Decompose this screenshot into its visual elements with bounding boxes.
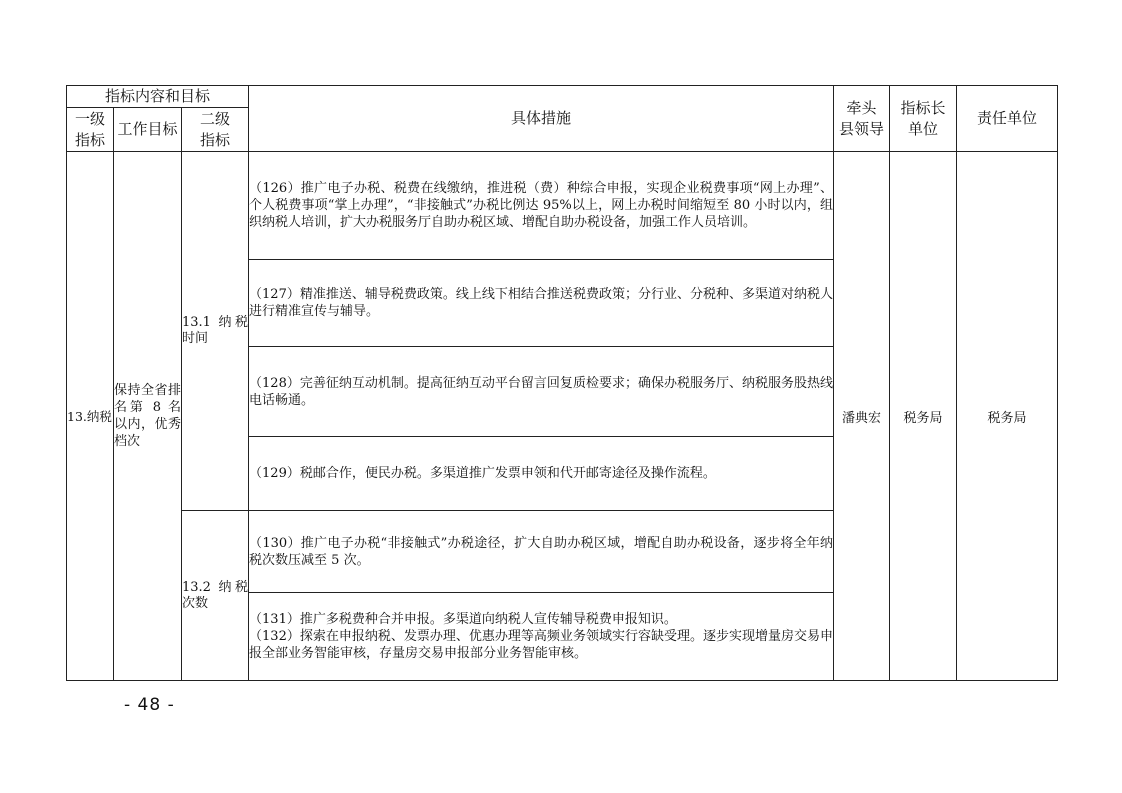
page-number: - 48 - bbox=[124, 695, 175, 715]
responsible-unit-cell: 税务局 bbox=[957, 152, 1058, 681]
header-lead-county-line2: 县领导 bbox=[839, 119, 885, 138]
measure-128-text: （128）完善征纳互动机制。提高征纳互动平台留言回复质检要求；确保办税服务厅、纳税服务股热线电话畅通。 bbox=[249, 375, 834, 408]
header-indicator-unit-line1: 指标长 bbox=[900, 98, 946, 117]
indicator-table bbox=[66, 85, 1058, 681]
header-level2 bbox=[182, 108, 249, 152]
measure-130 bbox=[249, 511, 834, 593]
lead-county-cell: 潘典宏 bbox=[834, 152, 890, 681]
measure-132-text: （132）探索在申报纳税、发票办理、优惠办理等高频业务领域实行容缺受理。逐步实现增量房交易申报全部业务智能审核，存量房交易申报部分业务智能审核。 bbox=[249, 629, 834, 661]
header-group-indicator-content: 指标内容和目标 bbox=[67, 86, 249, 108]
indicator-unit-cell: 税务局 bbox=[890, 152, 957, 681]
sub-indicator-13-1: 13.1 纳税时间 bbox=[182, 152, 249, 511]
work-goal-cell: 保持全省排名第 8 名以内，优秀档次 bbox=[114, 152, 182, 681]
measure-131-text: （131）推广多税费种合并申报。多渠道向纳税人宣传辅导税费申报知识。 bbox=[249, 612, 677, 627]
measure-129 bbox=[249, 437, 834, 511]
header-measures: 具体措施 bbox=[249, 86, 834, 152]
header-indicator-unit-line2: 单位 bbox=[908, 119, 939, 138]
header-level2-line1: 二级 bbox=[200, 109, 231, 128]
measure-128 bbox=[249, 347, 834, 437]
header-level1-line2: 指标 bbox=[74, 130, 105, 149]
header-level2-line2: 指标 bbox=[200, 130, 231, 149]
measure-130-text: （130）推广电子办税“非接触式”办税途径，扩大自助办税区域，增配自助办税设备，逐步将全年纳税次数压减至 5 次。 bbox=[249, 535, 834, 568]
measure-129-text: （129）税邮合作，便民办税。多渠道推广发票申领和代开邮寄途径及操作流程。 bbox=[249, 466, 716, 481]
measure-127 bbox=[249, 260, 834, 347]
header-work-goal: 工作目标 bbox=[114, 108, 182, 152]
measure-126-text: （126）推广电子办税、税费在线缴纳，推进税（费）种综合申报，实现企业税费事项“网上办理”、个人税费事项“掌上办理”，“非接触式”办税比例达 95%以上，网上办税时间缩短至 80 小时以内，组织纳税人培训，扩大办税服务厅自助办税区域、增配自助办税设备，加强工作人员培训。 bbox=[249, 181, 834, 230]
measure-126 bbox=[249, 152, 834, 260]
measure-127-text: （127）精准推送、辅导税费政策。线上线下相结合推送税费政策；分行业、分税种、多渠道对纳税人进行精准宣传与辅导。 bbox=[249, 287, 834, 319]
header-level1-line1: 一级 bbox=[74, 109, 105, 128]
measure-131-132 bbox=[249, 593, 834, 681]
header-responsible-unit: 责任单位 bbox=[957, 86, 1058, 152]
sub-indicator-13-2: 13.2 纳税次数 bbox=[182, 511, 249, 681]
header-lead-county bbox=[834, 86, 890, 152]
level1-indicator-cell: 13.纳税 bbox=[67, 152, 114, 681]
header-level1 bbox=[67, 108, 114, 152]
header-lead-county-line1: 牵头 bbox=[846, 98, 877, 117]
header-indicator-unit bbox=[890, 86, 957, 152]
